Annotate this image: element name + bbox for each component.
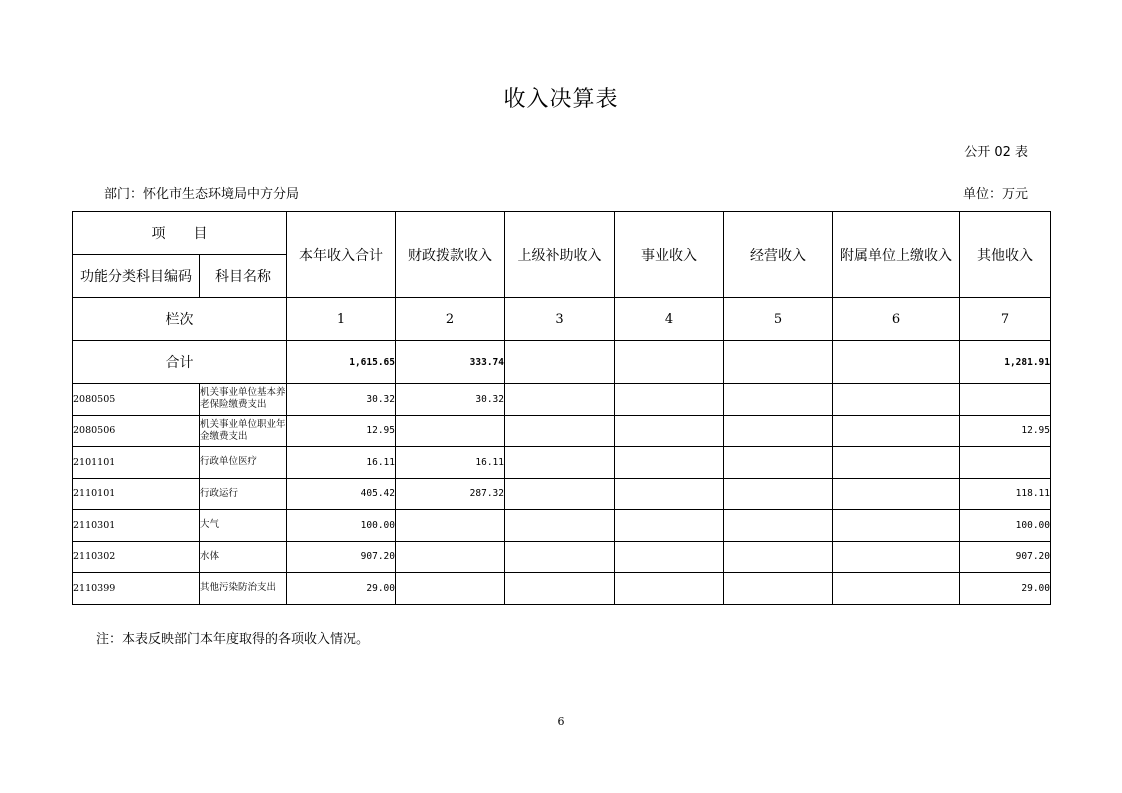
header-col-4: 事业收入 [615, 212, 724, 298]
department-label: 部门：怀化市生态环境局中方分局 [104, 187, 300, 202]
amount-cell [724, 541, 833, 573]
amount-cell: 118.11 [960, 478, 1051, 510]
func-code-cell: 2080505 [73, 384, 200, 416]
amount-cell [505, 447, 615, 479]
table-row [73, 573, 1051, 605]
amount-cell [615, 447, 724, 479]
func-code-cell: 2110301 [73, 510, 200, 542]
amount-cell [724, 478, 833, 510]
amount-cell [396, 573, 505, 605]
total-cell [505, 341, 615, 384]
header-col-6: 附属单位上缴收入 [833, 212, 960, 298]
amount-cell [833, 384, 960, 416]
table-row [73, 384, 1051, 416]
income-table [72, 211, 1051, 605]
total-cell: 1,281.91 [960, 341, 1051, 384]
amount-cell [505, 541, 615, 573]
amount-cell: 907.20 [287, 541, 396, 573]
amount-cell: 16.11 [287, 447, 396, 479]
header-col-7: 其他收入 [960, 212, 1051, 298]
amount-cell [615, 384, 724, 416]
table-note: 注：本表反映部门本年度取得的各项收入情况。 [96, 632, 370, 647]
amount-cell: 29.00 [960, 573, 1051, 605]
amount-cell [396, 510, 505, 542]
amount-cell [960, 447, 1051, 479]
index-cell: 3 [505, 298, 615, 341]
subject-name-cell: 机关事业单位基本养老保险缴费支出 [200, 384, 287, 416]
amount-cell: 100.00 [287, 510, 396, 542]
index-row [73, 298, 1051, 341]
subject-name-cell: 行政单位医疗 [200, 447, 287, 479]
amount-cell [960, 384, 1051, 416]
index-cell: 5 [724, 298, 833, 341]
total-label: 合计 [73, 341, 287, 384]
total-cell [724, 341, 833, 384]
subject-name-cell: 大气 [200, 510, 287, 542]
header-col-2: 财政拨款收入 [396, 212, 505, 298]
amount-cell [724, 573, 833, 605]
amount-cell: 405.42 [287, 478, 396, 510]
header-subject-name: 科目名称 [200, 255, 287, 298]
amount-cell [724, 384, 833, 416]
amount-cell [615, 478, 724, 510]
table-row [73, 447, 1051, 479]
amount-cell [833, 447, 960, 479]
total-cell: 1,615.65 [287, 341, 396, 384]
amount-cell [505, 573, 615, 605]
header-col-1: 本年收入合计 [287, 212, 396, 298]
amount-cell [724, 447, 833, 479]
total-cell [615, 341, 724, 384]
amount-cell: 30.32 [396, 384, 505, 416]
amount-cell [833, 541, 960, 573]
amount-cell [615, 541, 724, 573]
func-code-cell: 2101101 [73, 447, 200, 479]
table-row [73, 478, 1051, 510]
amount-cell [505, 478, 615, 510]
amount-cell [615, 415, 724, 447]
amount-cell [396, 541, 505, 573]
amount-cell [833, 478, 960, 510]
func-code-cell: 2110399 [73, 573, 200, 605]
amount-cell [505, 510, 615, 542]
func-code-cell: 2110302 [73, 541, 200, 573]
amount-cell: 100.00 [960, 510, 1051, 542]
amount-cell: 12.95 [960, 415, 1051, 447]
amount-cell: 30.32 [287, 384, 396, 416]
index-cell: 7 [960, 298, 1051, 341]
page-number: 6 [557, 715, 565, 728]
amount-cell [833, 415, 960, 447]
total-row [73, 341, 1051, 384]
unit-label: 单位：万元 [962, 187, 1028, 202]
func-code-cell: 2110101 [73, 478, 200, 510]
subject-name-cell: 其他污染防治支出 [200, 573, 287, 605]
header-func-code: 功能分类科目编码 [73, 255, 200, 298]
func-code-cell: 2080506 [73, 415, 200, 447]
table-row [73, 541, 1051, 573]
amount-cell: 287.32 [396, 478, 505, 510]
amount-cell [833, 573, 960, 605]
index-cell: 6 [833, 298, 960, 341]
total-cell: 333.74 [396, 341, 505, 384]
amount-cell [833, 510, 960, 542]
amount-cell: 907.20 [960, 541, 1051, 573]
form-number: 公开 02 表 [964, 145, 1028, 160]
index-cell: 2 [396, 298, 505, 341]
table-row [73, 415, 1051, 447]
subject-name-cell: 行政运行 [200, 478, 287, 510]
amount-cell: 12.95 [287, 415, 396, 447]
page-title: 收入决算表 [503, 87, 619, 112]
table-row [73, 510, 1051, 542]
header-col-5: 经营收入 [724, 212, 833, 298]
amount-cell [615, 510, 724, 542]
header-col-3: 上级补助收入 [505, 212, 615, 298]
total-cell [833, 341, 960, 384]
amount-cell [505, 415, 615, 447]
amount-cell: 29.00 [287, 573, 396, 605]
index-cell: 1 [287, 298, 396, 341]
amount-cell: 16.11 [396, 447, 505, 479]
subject-name-cell: 机关事业单位职业年金缴费支出 [200, 415, 287, 447]
amount-cell [396, 415, 505, 447]
index-label: 栏次 [73, 298, 287, 341]
index-cell: 4 [615, 298, 724, 341]
amount-cell [505, 384, 615, 416]
header-item: 项 目 [73, 212, 287, 255]
amount-cell [724, 415, 833, 447]
subject-name-cell: 水体 [200, 541, 287, 573]
amount-cell [615, 573, 724, 605]
amount-cell [724, 510, 833, 542]
